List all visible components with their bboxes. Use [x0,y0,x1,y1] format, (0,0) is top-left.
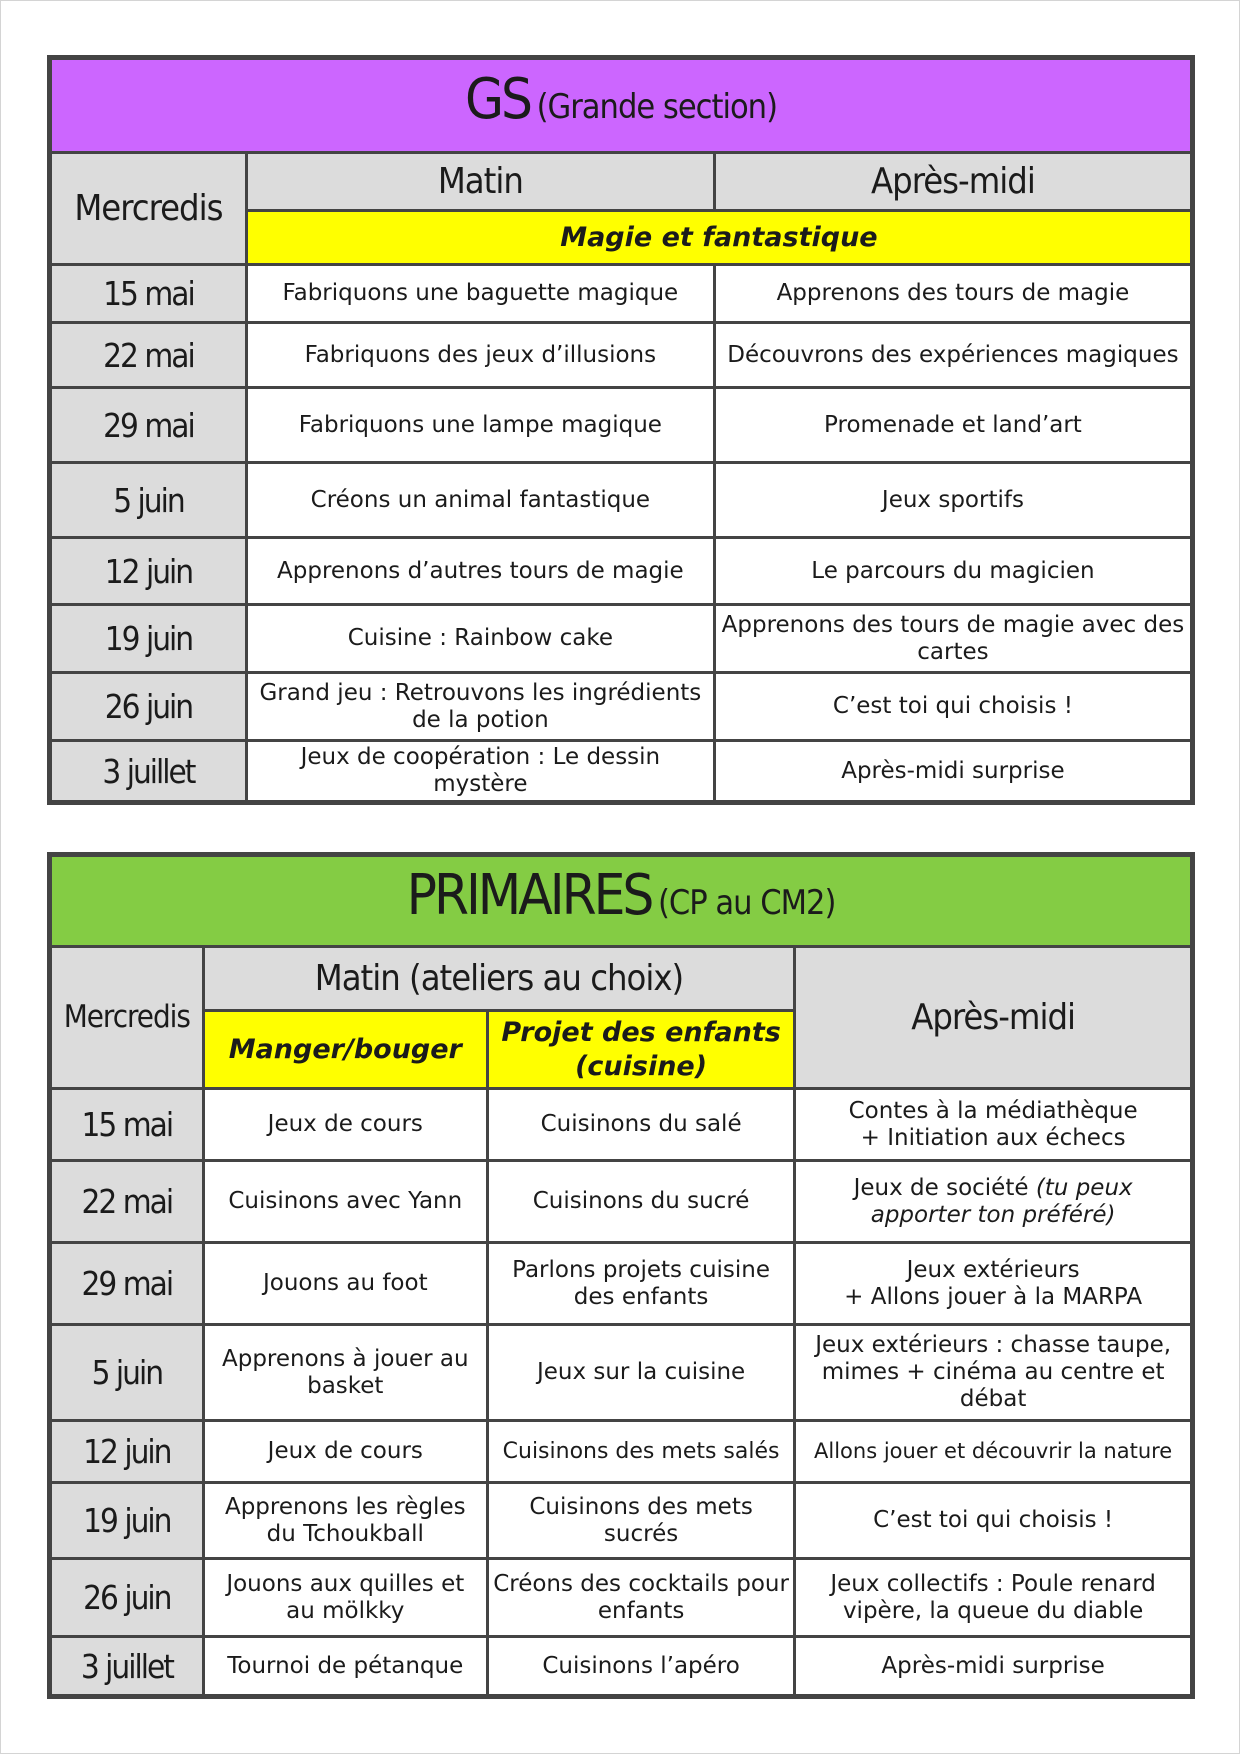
row-atelier-a: Tournoi de pétanque [203,1637,487,1697]
row-date: 5 juin [50,463,247,538]
row-atelier-a: Jeux de cours [203,1421,487,1483]
row-afternoon: Découvrons des expériences magiques [714,323,1192,388]
row-morning: Cuisine : Rainbow cake [246,605,714,673]
table-row [50,323,1193,388]
row-date: 19 juin [50,1483,204,1559]
row-morning: Grand jeu : Retrouvons les ingrédients de la potion [246,673,714,741]
row-atelier-a: Jouons au foot [203,1243,487,1325]
row-atelier-b: Cuisinons du salé [487,1089,794,1161]
row-afternoon: Jeux extérieurs : chasse taupe, mimes + cinéma au centre et débat [795,1325,1193,1421]
table-row [50,463,1193,538]
row-date: 15 mai [50,265,247,323]
gs-theme: Magie et fantastique [246,211,1192,265]
row-atelier-b: Jeux sur la cuisine [487,1325,794,1421]
row-date: 3 juillet [50,1637,204,1697]
row-morning: Créons un animal fantastique [246,463,714,538]
row-afternoon-text: Jeux de société [853,1174,1029,1201]
gs-schedule-table [47,55,1195,805]
row-morning: Jeux de coopération : Le dessin mystère [246,741,714,803]
row-afternoon: Après-midi surprise [714,741,1192,803]
row-afternoon-note: (tu peux apporter ton préféré) [870,1174,1133,1228]
row-afternoon [795,1161,1193,1243]
gs-title [50,58,1193,153]
row-afternoon: C’est toi qui choisis ! [714,673,1192,741]
gs-header-afternoon: Après-midi [714,153,1192,211]
table-row [50,741,1193,803]
table-row [50,538,1193,605]
row-atelier-b: Parlons projets cuisine des enfants [487,1243,794,1325]
row-morning: Fabriquons une baguette magique [246,265,714,323]
row-afternoon: Le parcours du magicien [714,538,1192,605]
gs-title-sub: (Grande section) [536,87,778,127]
row-atelier-a: Jeux de cours [203,1089,487,1161]
primaires-title-sub: (CP au CM2) [657,882,836,923]
table-row [50,605,1193,673]
row-morning: Fabriquons une lampe magique [246,388,714,463]
row-afternoon: Allons jouer et découvrir la nature [795,1421,1193,1483]
row-morning: Fabriquons des jeux d’illusions [246,323,714,388]
table-row [50,1325,1193,1421]
row-date: 15 mai [50,1089,204,1161]
table-row [50,265,1193,323]
gs-header-day: Mercredis [50,153,247,265]
gs-title-main: GS [464,67,531,132]
row-afternoon-line2: + Initiation aux échecs [860,1124,1126,1151]
row-atelier-b: Créons des cocktails pour enfants [487,1559,794,1637]
table-row [50,1483,1193,1559]
row-date: 22 mai [50,1161,204,1243]
row-atelier-b: Cuisinons des mets salés [487,1421,794,1483]
row-date: 19 juin [50,605,247,673]
row-date: 22 mai [50,323,247,388]
row-date: 26 juin [50,1559,204,1637]
row-date: 29 mai [50,388,247,463]
row-afternoon [795,1089,1193,1161]
table-row [50,1243,1193,1325]
row-morning: Apprenons d’autres tours de magie [246,538,714,605]
row-atelier-a: Jouons aux quilles et au mölkky [203,1559,487,1637]
row-afternoon: Apprenons des tours de magie avec des cartes [714,605,1192,673]
row-afternoon: Après-midi surprise [795,1637,1193,1697]
row-afternoon: Apprenons des tours de magie [714,265,1192,323]
row-afternoon: C’est toi qui choisis ! [795,1483,1193,1559]
table-row [50,1559,1193,1637]
table-row [50,1161,1193,1243]
row-date: 26 juin [50,673,247,741]
primaires-schedule-table [47,852,1195,1699]
row-afternoon-line1: Jeux extérieurs [906,1256,1080,1283]
table-row [50,388,1193,463]
row-afternoon-line1: Contes à la médiathèque [848,1097,1138,1124]
gs-header-morning: Matin [246,153,714,211]
primaires-header-afternoon: Après-midi [795,947,1193,1089]
row-atelier-b: Cuisinons des mets sucrés [487,1483,794,1559]
primaires-theme-a: Manger/bouger [203,1011,487,1089]
row-date: 3 juillet [50,741,247,803]
table-row [50,1637,1193,1697]
row-date: 12 juin [50,1421,204,1483]
row-date: 5 juin [50,1325,204,1421]
table-row [50,1421,1193,1483]
row-date: 12 juin [50,538,247,605]
row-atelier-a: Apprenons à jouer au basket [203,1325,487,1421]
row-atelier-a: Apprenons les règles du Tchoukball [203,1483,487,1559]
primaires-title-main: PRIMAIRES [406,862,652,928]
row-date: 29 mai [50,1243,204,1325]
row-afternoon: Jeux collectifs : Poule renard vipère, la queue du diable [795,1559,1193,1637]
primaires-title [50,855,1193,947]
row-atelier-b: Cuisinons l’apéro [487,1637,794,1697]
table-row [50,1089,1193,1161]
row-afternoon: Jeux sportifs [714,463,1192,538]
row-afternoon-line2: + Allons jouer à la MARPA [844,1283,1143,1310]
table-row [50,673,1193,741]
primaires-theme-b: Projet des enfants (cuisine) [487,1011,794,1089]
primaires-header-day: Mercredis [50,947,204,1089]
row-atelier-b: Cuisinons du sucré [487,1161,794,1243]
primaires-header-morning: Matin (ateliers au choix) [203,947,795,1011]
row-afternoon: Promenade et land’art [714,388,1192,463]
row-atelier-a: Cuisinons avec Yann [203,1161,487,1243]
row-afternoon [795,1243,1193,1325]
